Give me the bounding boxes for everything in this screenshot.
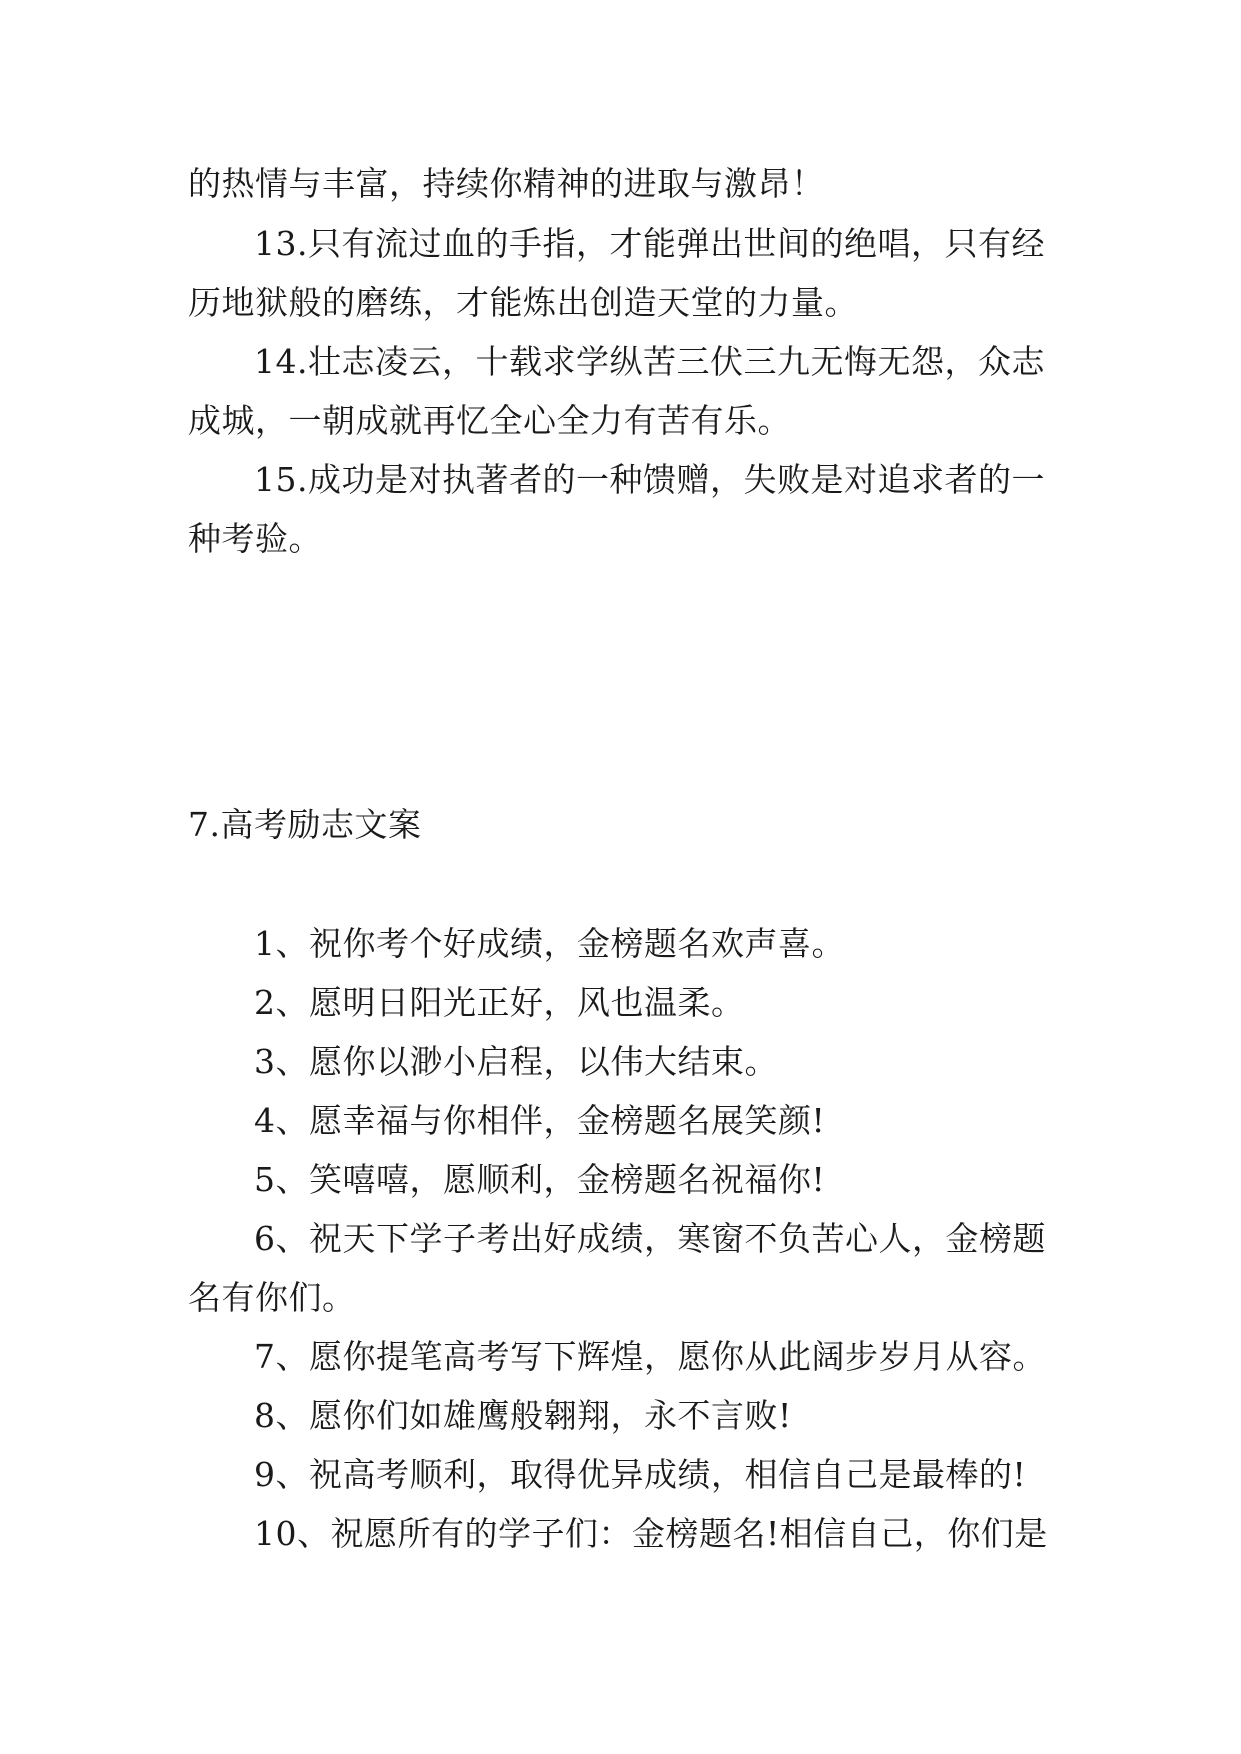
list-item: 6、祝天下学子考出好成绩，寒窗不负苦心人，金榜题: [254, 1219, 1046, 1258]
paragraph-line: 历地狱般的磨练，才能炼出创造天堂的力量。: [188, 283, 858, 322]
paragraph-line: 成城，一朝成就再忆全心全力有苦有乐。: [188, 401, 791, 440]
paragraph-line: 的热情与丰富，持续你精神的进取与激昂！: [188, 164, 825, 203]
list-item: 7、愿你提笔高考写下辉煌，愿你从此阔步岁月从容。: [254, 1337, 1046, 1376]
list-item: 3、愿你以渺小启程，以伟大结束。: [254, 1042, 778, 1081]
list-item: 9、祝高考顺利，取得优异成绩，相信自己是最棒的!: [254, 1455, 1027, 1494]
paragraph-line: 15.成功是对执著者的一种馈赠，失败是对追求者的一: [254, 460, 1045, 499]
paragraph-line: 种考验。: [188, 519, 322, 558]
list-item: 2、愿明日阳光正好，风也温柔。: [254, 983, 745, 1022]
paragraph-line: 13.只有流过血的手指，才能弹出世间的绝唱，只有经: [254, 224, 1045, 263]
paragraph-line: 14.壮志凌云，十载求学纵苦三伏三九无悔无怨，众志: [254, 342, 1045, 381]
list-item: 10、祝愿所有的学子们：金榜题名!相信自己，你们是: [254, 1514, 1048, 1553]
list-item-continuation: 名有你们。: [188, 1278, 356, 1317]
section-heading: 7.高考励志文案: [188, 805, 422, 844]
list-item: 1、祝你考个好成绩，金榜题名欢声喜。: [254, 924, 845, 963]
list-item: 5、笑嘻嘻，愿顺利，金榜题名祝福你!: [254, 1160, 826, 1199]
list-item: 8、愿你们如雄鹰般翱翔，永不言败!: [254, 1396, 792, 1435]
list-item: 4、愿幸福与你相伴，金榜题名展笑颜!: [254, 1101, 826, 1140]
